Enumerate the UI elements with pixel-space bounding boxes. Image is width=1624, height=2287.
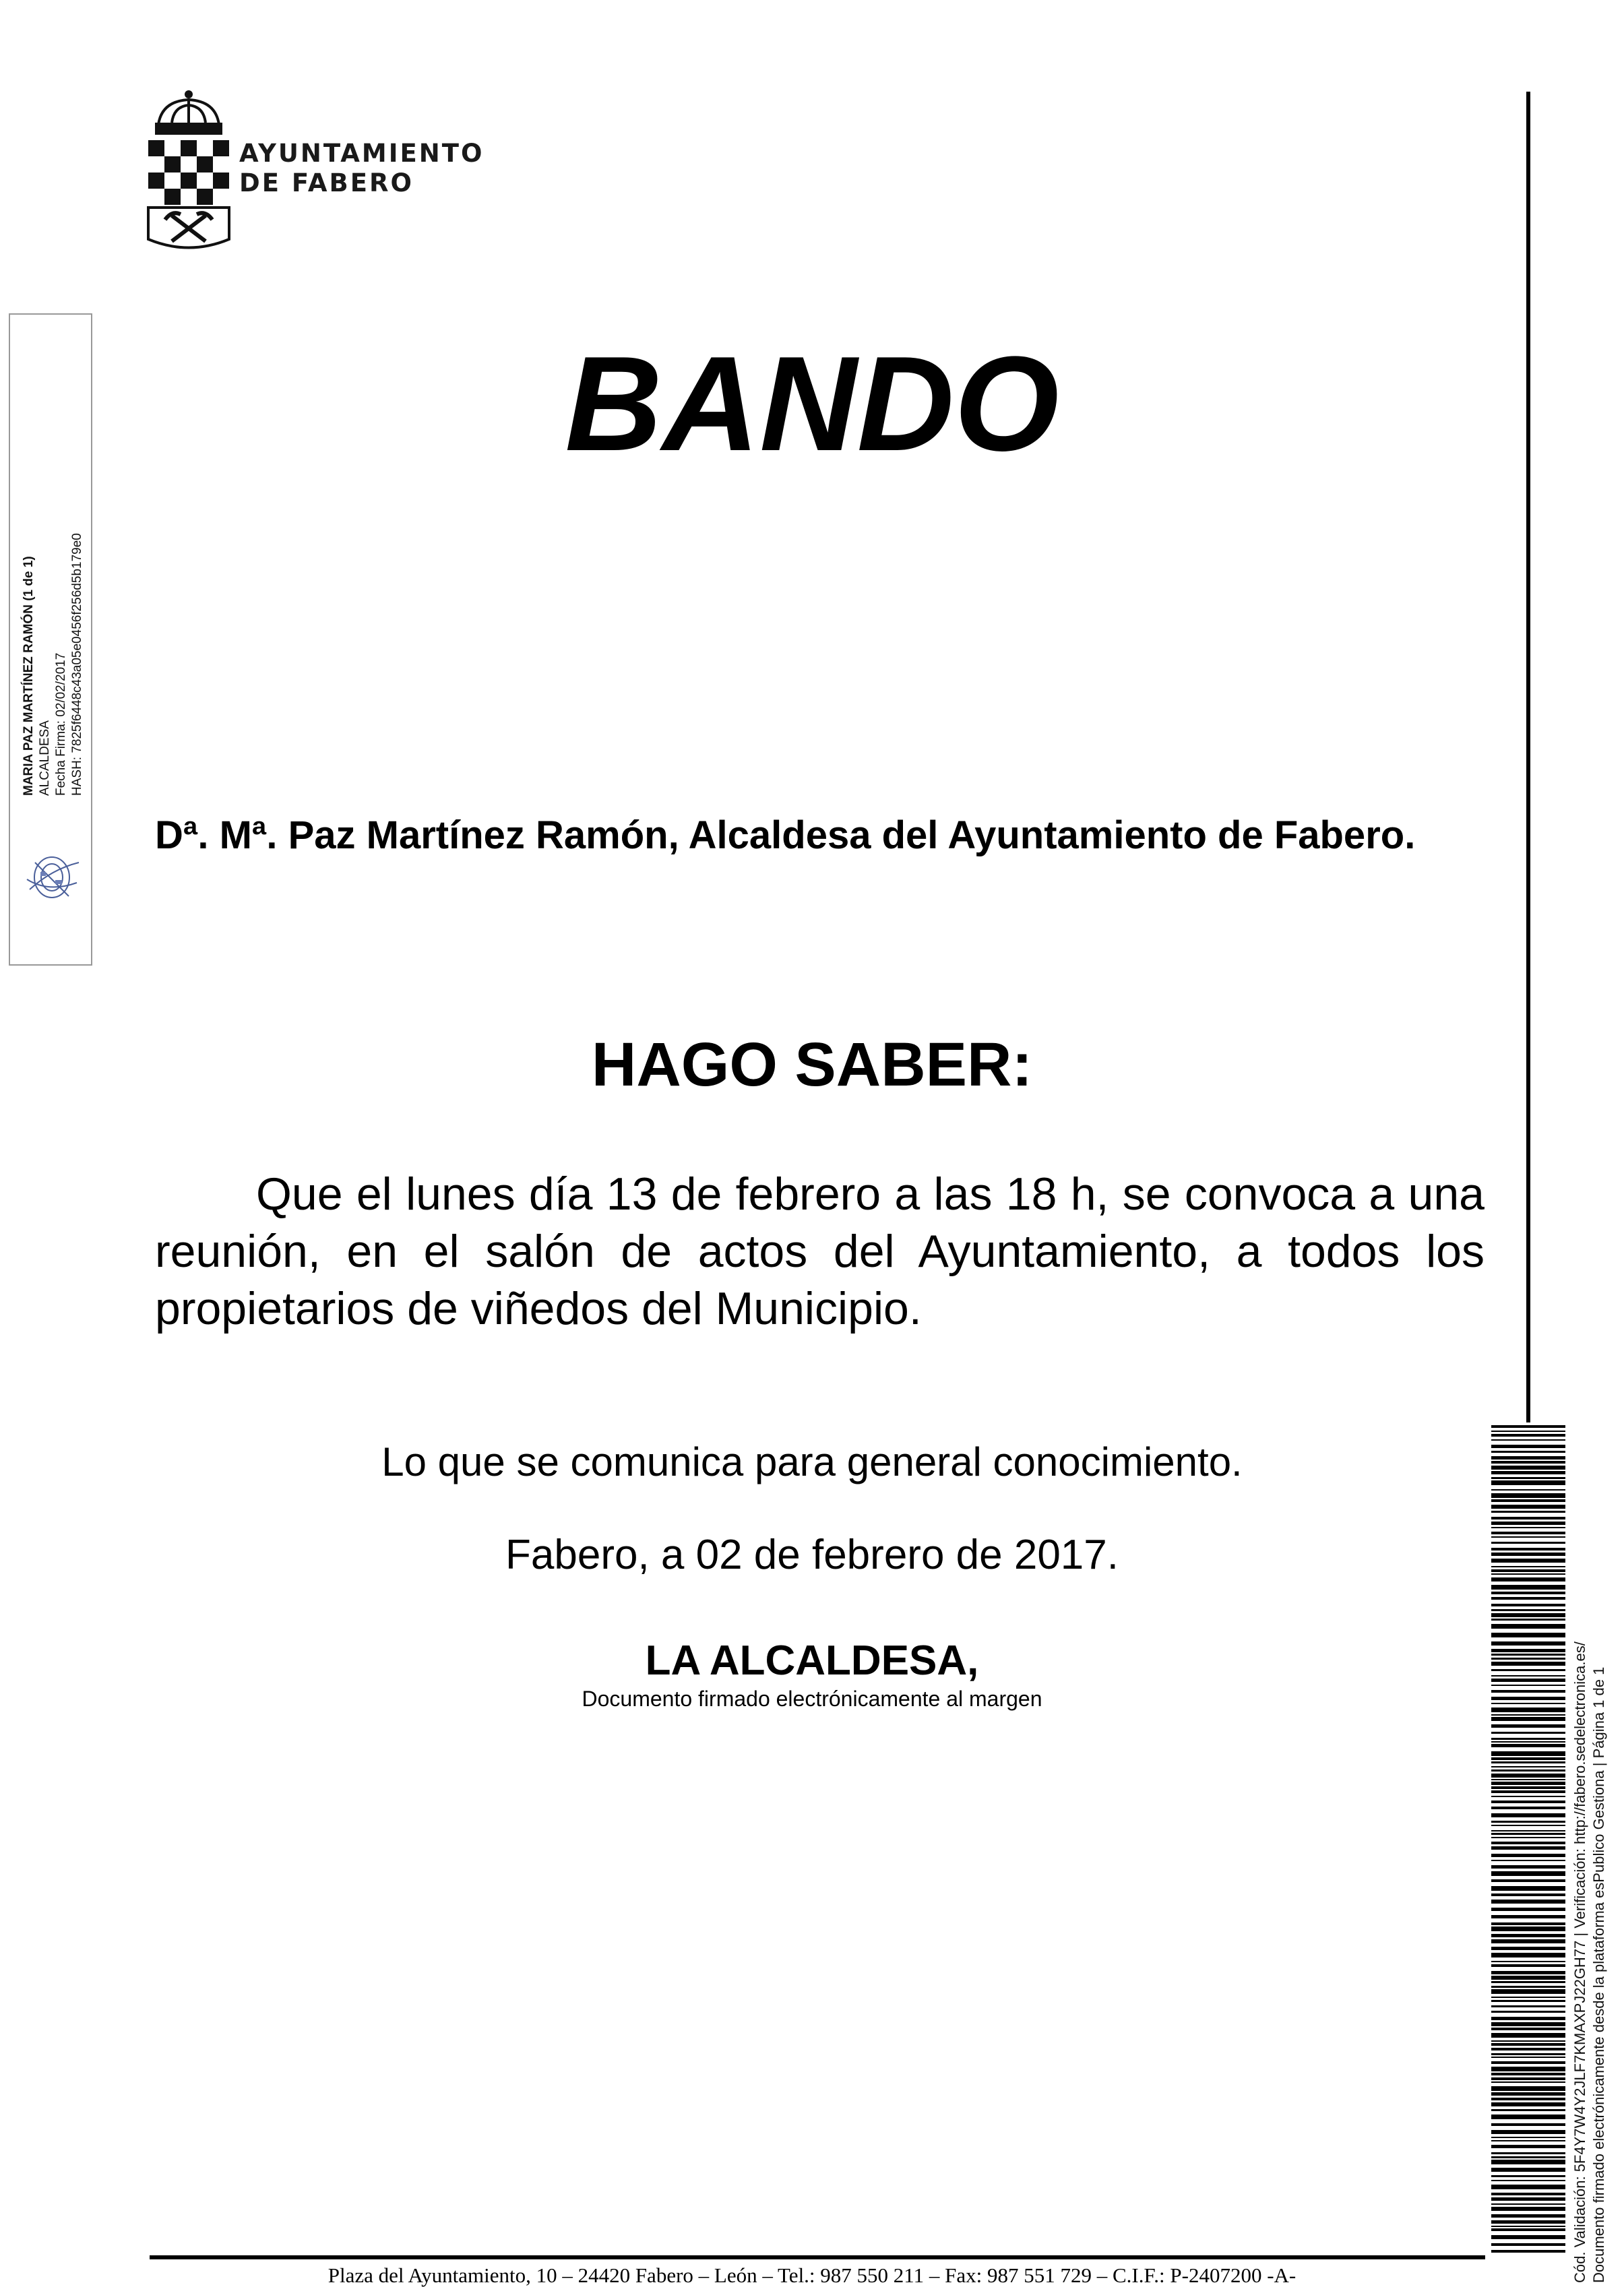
barcode-bar (1491, 2073, 1565, 2075)
barcode-bar (1491, 2077, 1565, 2080)
barcode-bar (1491, 2235, 1565, 2239)
municipal-logo (142, 88, 546, 256)
barcode-bar (1491, 1854, 1565, 1857)
barcode-bar (1491, 1997, 1565, 1998)
barcode-bar (1491, 1871, 1565, 1876)
barcode-bar (1491, 1732, 1565, 1734)
barcode-bar (1491, 1846, 1565, 1850)
barcode-bar (1491, 1879, 1565, 1882)
barcode-bar (1491, 1717, 1565, 1721)
barcode-bar (1491, 1886, 1565, 1891)
barcode-bar (1491, 1922, 1565, 1925)
barcode-bar (1491, 2011, 1565, 2013)
barcode-bar (1491, 1585, 1565, 1590)
barcode-bar (1491, 1511, 1565, 1513)
barcode-bar (1491, 1842, 1565, 1844)
barcode-bar (1491, 1900, 1565, 1904)
barcode-bar (1491, 1714, 1565, 1716)
barcode-bar (1491, 2214, 1565, 2218)
barcode-bar (1491, 1981, 1565, 1983)
closing-line: Lo que se comunica para general conocimiento. (381, 1439, 1243, 1484)
barcode-bar (1491, 2168, 1565, 2172)
section-heading: HAGO SABER: (591, 1030, 1033, 1099)
signature-hash: HASH: 7825f6448c43a05e0456f256d5b179e0 (70, 533, 84, 796)
barcode-bar (1491, 1489, 1565, 1491)
footer-address: Plaza del Ayuntamiento, 10 – 24420 Fabero – León – Tel.: 987 550 211 – Fax: 987 551 729 – C.I.F.: P-2407200 -A- (327, 2263, 1297, 2287)
barcode-bar (1491, 1800, 1565, 1803)
barcode-bar (1491, 1976, 1565, 1980)
barcode-bar (1491, 1609, 1565, 1611)
signer-name: MARIA PAZ MARTÍNEZ RAMÓN (1 de 1) (22, 556, 36, 796)
barcode-bar (1491, 1807, 1565, 1809)
barcode-bar (1491, 1837, 1565, 1838)
barcode-bar (1491, 1597, 1565, 1600)
barcode-bar (1491, 1893, 1565, 1896)
barcode-bar (1491, 1751, 1565, 1756)
announcement-body: Que el lunes día 13 de febrero a las 18 h, se convoca a una reunión, en el salón de actos del Ayuntamiento, a todos los propietarios de viñedos del Municipio. (155, 1168, 1485, 1334)
signature-stamp-icon (15, 842, 89, 910)
barcode-bar (1491, 1790, 1565, 1793)
barcode-bar (1491, 1964, 1565, 1967)
barcode-bar (1491, 1860, 1565, 1861)
barcode-bar (1491, 2061, 1565, 2064)
barcode-bar (1491, 1757, 1565, 1760)
barcode-bar (1491, 2175, 1565, 2177)
signature-date: Fecha Firma: 02/02/2017 (54, 652, 68, 796)
barcode-bar (1491, 1724, 1565, 1728)
barcode-bar (1491, 1613, 1565, 1617)
barcode-bar (1491, 2081, 1565, 2083)
document-title: BANDO (565, 329, 1059, 479)
barcode-bar (1491, 2033, 1565, 2038)
barcode-bar (1491, 1796, 1565, 1797)
barcode-bar (1491, 2048, 1565, 2050)
barcode-bar (1491, 1813, 1565, 1817)
barcode-bar (1491, 1865, 1565, 1869)
barcode-bar (1491, 2017, 1565, 2020)
barcode-bar (1491, 2145, 1565, 2148)
barcode-bar (1491, 2043, 1565, 2046)
barcode-bar (1491, 1761, 1565, 1763)
barcode-bar (1491, 2152, 1565, 2154)
issuer-intro: Dª. Mª. Paz Martínez Ramón, Alcaldesa del Ayuntamiento de Fabero. (155, 813, 1416, 857)
barcode-bar (1491, 2185, 1565, 2189)
barcode-bar (1491, 1947, 1565, 1950)
barcode-bar (1491, 2022, 1565, 2026)
barcode-bar (1491, 1961, 1565, 1962)
barcode-bar (1491, 2137, 1565, 2138)
barcode-bar (1491, 2226, 1565, 2227)
barcode-bar (1491, 1830, 1565, 1831)
barcode-bar (1491, 2053, 1565, 2055)
verification-line-2: Documento firmado electrónicamente desde la plataforma esPublico Gestiona | Página 1 de 1 (1590, 1666, 1607, 2283)
barcode-bar (1491, 2114, 1565, 2119)
verification-line-1: Cód. Validación: 5F4Y7W4Y2JLF7KMAXPJ22GH77 | Verificación: http://fabero.sedelectronica.es/ (1571, 1641, 1588, 2283)
barcode-bar (1491, 2160, 1565, 2164)
vertical-rule (1526, 92, 1530, 1422)
barcode-bar (1491, 2028, 1565, 2030)
barcode-bar (1491, 2197, 1565, 2201)
barcode-bar (1491, 1908, 1565, 1911)
barcode-bar (1491, 2067, 1565, 2071)
barcode-bar (1491, 1592, 1565, 1594)
logo-line-1: AYUNTAMIENTO (239, 139, 485, 168)
barcode-bar (1491, 2250, 1565, 2253)
barcode-bar (1491, 1833, 1565, 1835)
verification-text (1571, 1641, 1609, 2283)
barcode-bar (1491, 2000, 1565, 2002)
barcode-bar (1491, 2092, 1565, 2096)
barcode-bar (1491, 1522, 1565, 1525)
barcode-bar (1491, 2102, 1565, 2106)
barcode-bar (1491, 1604, 1565, 1606)
barcode-bar (1491, 1786, 1565, 1789)
barcode-bar (1491, 2193, 1565, 2195)
signer-note: Documento firmado electrónicamente al margen (582, 1687, 1042, 1711)
barcode-bar (1491, 2130, 1565, 2134)
barcode-bar (1491, 2098, 1565, 2100)
barcode-bar (1491, 1821, 1565, 1823)
barcode-bar (1491, 1971, 1565, 1974)
barcode-bar (1491, 1766, 1565, 1767)
barcode-bar (1491, 1774, 1565, 1778)
barcode-bar (1491, 1934, 1565, 1937)
signer-role: ALCALDESA (38, 720, 52, 796)
barcode-bar (1491, 1517, 1565, 1520)
barcode-bar (1491, 2203, 1565, 2205)
barcode-bar (1491, 1505, 1565, 1509)
barcode-bar (1491, 1741, 1565, 1743)
barcode-bar (1491, 1953, 1565, 1957)
barcode-bar (1491, 2040, 1565, 2042)
signature-details (21, 533, 86, 796)
barcode-bar (1491, 2228, 1565, 2231)
barcode-bar (1491, 1986, 1565, 1988)
barcode-bar (1491, 2140, 1565, 2141)
barcode-bar (1491, 2005, 1565, 2007)
barcode-bar (1491, 1915, 1565, 1918)
footer-rule (150, 2255, 1485, 2259)
barcode-bar (1491, 2057, 1565, 2058)
barcode-bar (1491, 1769, 1565, 1772)
barcode-bar (1491, 1939, 1565, 1943)
barcode-bar (1491, 2123, 1565, 2126)
place-date: Fabero, a 02 de febrero de 2017. (505, 1532, 1119, 1578)
barcode-bar (1491, 1619, 1565, 1621)
barcode-bar (1491, 1493, 1565, 1498)
barcode-bar (1491, 2109, 1565, 2111)
barcode-bar (1491, 2207, 1565, 2211)
logo-line-2: DE FABERO (239, 168, 414, 197)
barcode-bar (1491, 2243, 1565, 2246)
barcode-bar (1491, 2156, 1565, 2158)
barcode-bar (1491, 1825, 1565, 1826)
barcode-bar (1491, 1624, 1565, 1629)
barcode-bar (1491, 2086, 1565, 2091)
barcode-bar (1491, 1499, 1565, 1502)
barcode-bar (1491, 1431, 1565, 1432)
barcode-bar (1491, 2180, 1565, 2181)
barcode-bar (1491, 1425, 1565, 1428)
barcode-bar (1491, 1744, 1565, 1747)
barcode-bar (1491, 1782, 1565, 1785)
signer-title: LA ALCALDESA, (645, 1637, 979, 1684)
barcode-bar (1491, 2220, 1565, 2224)
barcode-bar (1491, 1779, 1565, 1780)
barcode-bar (1491, 1989, 1565, 1994)
barcode-bar (1491, 1926, 1565, 1931)
barcode-bar (1491, 1738, 1565, 1740)
coat-of-arms-icon (142, 88, 236, 256)
